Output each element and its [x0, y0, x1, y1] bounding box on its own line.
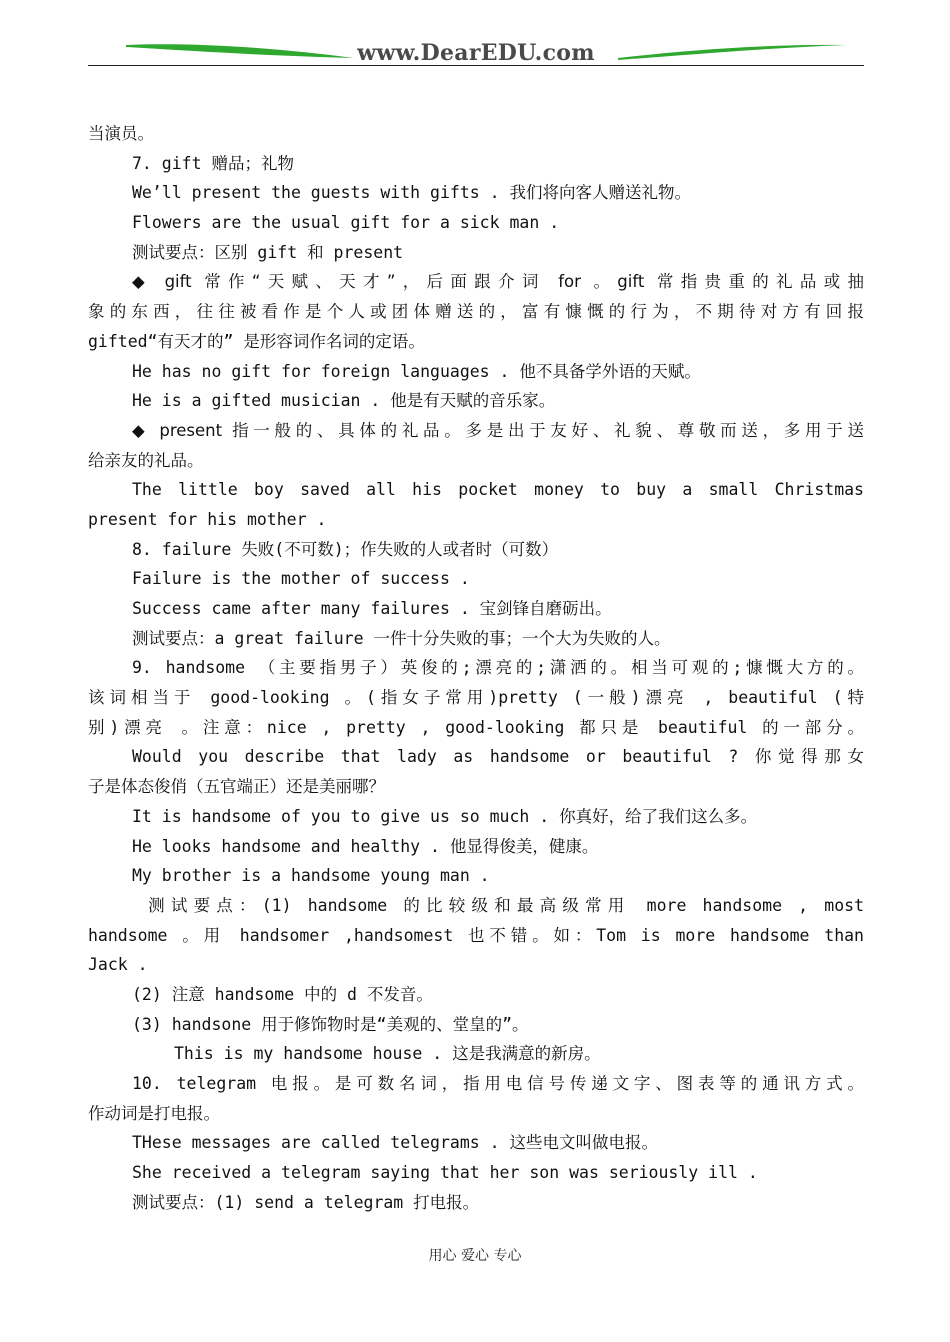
site-url: www.DearEDU.com — [357, 40, 595, 66]
note-line: gifted“有天才的” 是形容词作名词的定语。 — [88, 331, 425, 351]
page-header — [88, 36, 864, 70]
note-line: ◆ present 指一般的、具体的礼品。多是出于友好、礼貌、尊敬而送，多用于送 — [132, 420, 864, 440]
text-line: 当演员。 — [88, 124, 154, 143]
note-line: 该词相当于 good-looking 。(指女子常用)pretty (一般)漂亮 , beautiful (特 — [88, 688, 864, 708]
example-sentence: Would you describe that lady as handsome or beautiful ? 你觉得那女 — [132, 747, 864, 767]
example-sentence: He has no gift for foreign languages . 他不具备学外语的天赋。 — [132, 361, 701, 381]
note-line: (3) handsone 用于修饰物时是“美观的、堂皇的”。 — [132, 1014, 529, 1034]
entry-heading-failure: 8. failure 失败(不可数)；作失败的人或者时（可数） — [132, 539, 559, 559]
example-sentence: Flowers are the usual gift for a sick man . — [132, 213, 560, 233]
note-line: 象的东西，往往被看作是个人或团体赠送的，富有慷慨的行为，不期待对方有回报 — [88, 302, 864, 322]
page-footer-slogan: 用心 爱心 专心 — [428, 1248, 522, 1264]
test-point: 测试要点：a great failure 一件十分失败的事；一个大为失败的人。 — [132, 628, 671, 648]
example-sentence: He looks handsome and healthy . 他显得俊美，健康。 — [132, 836, 599, 856]
example-sentence: She received a telegram saying that her son was seriously ill . — [132, 1163, 758, 1183]
note-line: handsome 。用 handsomer ,handsomest 也不错。如：Tom is more handsome than — [88, 925, 864, 945]
example-sentence: It is handsome of you to give us so much . 你真好，给了我们这么多。 — [132, 806, 758, 826]
test-point: 测试要点：(1) handsome 的比较级和最高级常用 more handsome , most — [132, 895, 864, 915]
example-sentence: My brother is a handsome young man . — [132, 866, 490, 886]
note-line: 别)漂亮 。注意：nice , pretty , good-looking 都只是 beautiful 的一部分。 — [88, 717, 864, 737]
example-sentence: 子是体态俊俏（五官端正）还是美丽哪？ — [88, 777, 385, 797]
test-point: 测试要点：(1) send a telegram 打电报。 — [132, 1192, 480, 1212]
example-sentence: Failure is the mother of success . — [132, 569, 470, 589]
example-sentence: He is a gifted musician . 他是有天赋的音乐家。 — [132, 391, 556, 411]
note-line: ◆ gift 常作“天赋、天才”，后面跟介词 for 。gift 常指贵重的礼品或抽 — [132, 272, 864, 292]
note-line: (2) 注意 handsome 中的 d 不发音。 — [132, 984, 433, 1004]
entry-heading-telegram: 10. telegram 电报。是可数名词，指用电信号传递文字、图表等的通讯方式。 — [132, 1074, 864, 1093]
entry-heading-handsome: 9. handsome （主要指男子）英俊的;漂亮的;潇洒的。相当可观的;慷慨大方的。 — [132, 658, 864, 678]
test-point: 测试要点：区别 gift 和 present — [132, 242, 404, 262]
note-line: Jack . — [88, 955, 148, 975]
example-sentence: The little boy saved all his pocket money to buy a small Christmas — [132, 480, 864, 500]
entry-heading-gift: 7. gift 赠品；礼物 — [132, 153, 294, 173]
note-line: 作动词是打电报。 — [88, 1103, 220, 1123]
document-body — [88, 119, 864, 1217]
example-sentence: Success came after many failures . 宝剑锋自磨砺出。 — [132, 599, 612, 618]
example-sentence: THese messages are called telegrams . 这些电文叫做电报。 — [132, 1133, 658, 1153]
example-sentence: This is my handsome house . 这是我满意的新房。 — [174, 1044, 601, 1064]
header-rule — [88, 65, 864, 66]
example-sentence: present for his mother . — [88, 509, 327, 529]
note-line: 给亲友的礼品。 — [88, 450, 204, 470]
example-sentence: We’ll present the guests with gifts . 我们将向客人赠送礼物。 — [132, 183, 691, 203]
